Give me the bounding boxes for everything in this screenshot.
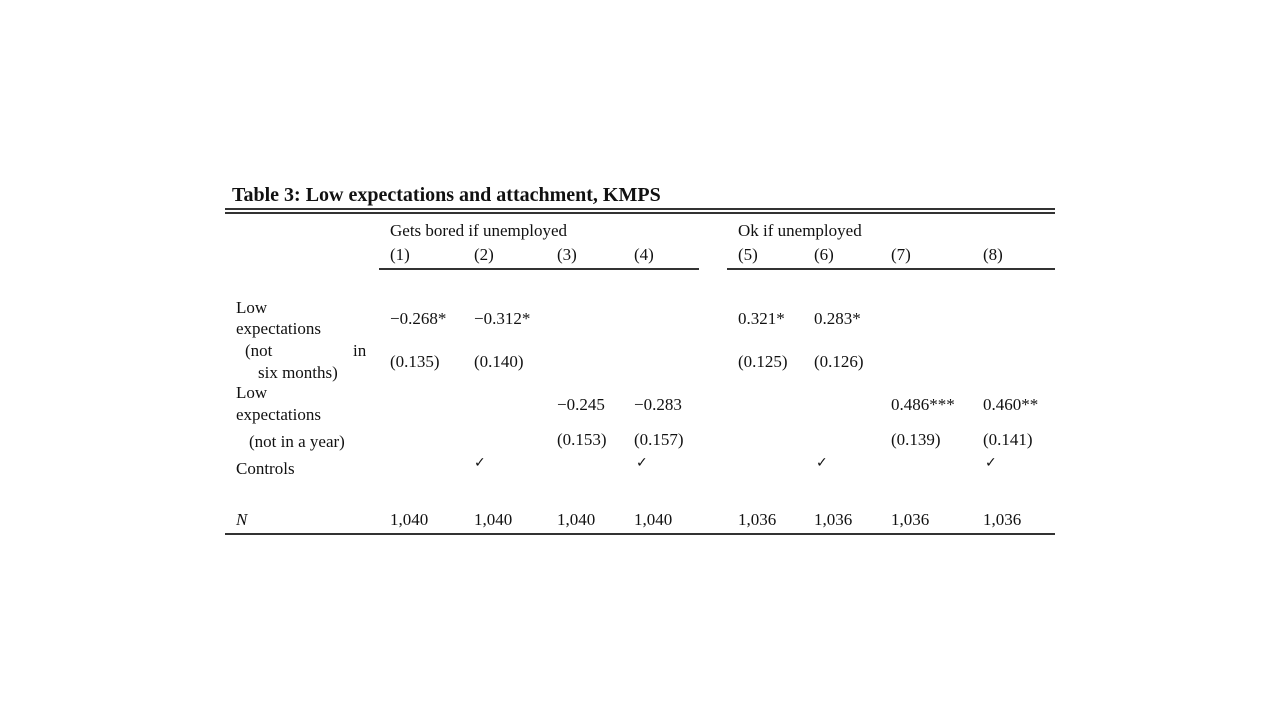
se-year-col8: (0.141): [983, 430, 1033, 449]
col-number-6: (6): [814, 245, 834, 264]
col-number-7: (7): [891, 245, 911, 264]
coef-six-months-col2: −0.312*: [474, 309, 531, 328]
se-six-months-col2: (0.140): [474, 352, 524, 371]
coef-six-months-col5: 0.321*: [738, 309, 785, 328]
n-col4: 1,040: [634, 510, 673, 529]
row-label-six-months-line2: expectations: [236, 319, 321, 338]
group-header-left: Gets bored if unemployed: [390, 221, 568, 240]
n-col2: 1,040: [474, 510, 513, 529]
controls-check-col8: ✓: [985, 455, 997, 471]
row-label-year-line3: (not in a year): [249, 432, 345, 451]
row-label-controls: Controls: [236, 459, 295, 478]
se-year-col4: (0.157): [634, 430, 684, 449]
bottom-rule: [225, 533, 1055, 535]
controls-check-col4: ✓: [636, 455, 648, 471]
coef-six-months-col6: 0.283*: [814, 309, 861, 328]
col-number-4: (4): [634, 245, 654, 264]
header-rule-left: [379, 268, 699, 270]
header-rule-right: [727, 268, 1055, 270]
group-header-right: Ok if unemployed: [738, 221, 862, 240]
n-col1: 1,040: [390, 510, 429, 529]
top-rule-2: [225, 212, 1055, 214]
row-label-n: N: [236, 510, 248, 529]
col-number-8: (8): [983, 245, 1003, 264]
se-six-months-col5: (0.125): [738, 352, 788, 371]
col-number-2: (2): [474, 245, 494, 264]
top-rule-1: [225, 208, 1055, 210]
row-label-year-line2: expectations: [236, 405, 321, 424]
n-col3: 1,040: [557, 510, 596, 529]
se-year-col3: (0.153): [557, 430, 607, 449]
n-col5: 1,036: [738, 510, 777, 529]
coef-year-col7: 0.486***: [891, 395, 955, 414]
table-title: Table 3: Low expectations and attachment, KMPS: [232, 184, 661, 206]
col-number-3: (3): [557, 245, 577, 264]
n-col8: 1,036: [983, 510, 1022, 529]
n-col7: 1,036: [891, 510, 930, 529]
coef-year-col4: −0.283: [634, 395, 682, 414]
n-col6: 1,036: [814, 510, 853, 529]
controls-check-col2: ✓: [474, 455, 486, 471]
col-number-1: (1): [390, 245, 410, 264]
coef-year-col3: −0.245: [557, 395, 605, 414]
se-six-months-col1: (0.135): [390, 352, 440, 371]
coef-six-months-col1: −0.268*: [390, 309, 447, 328]
se-six-months-col6: (0.126): [814, 352, 864, 371]
row-label-six-months-line3a: (not: [245, 341, 273, 360]
se-year-col7: (0.139): [891, 430, 941, 449]
row-label-year-line1: Low: [236, 383, 268, 402]
row-label-six-months-line3b: in: [353, 341, 367, 360]
row-label-six-months-line1: Low: [236, 298, 268, 317]
row-label-six-months-line4: six months): [258, 363, 338, 382]
col-number-5: (5): [738, 245, 758, 264]
controls-check-col6: ✓: [816, 455, 828, 471]
coef-year-col8: 0.460**: [983, 395, 1039, 414]
